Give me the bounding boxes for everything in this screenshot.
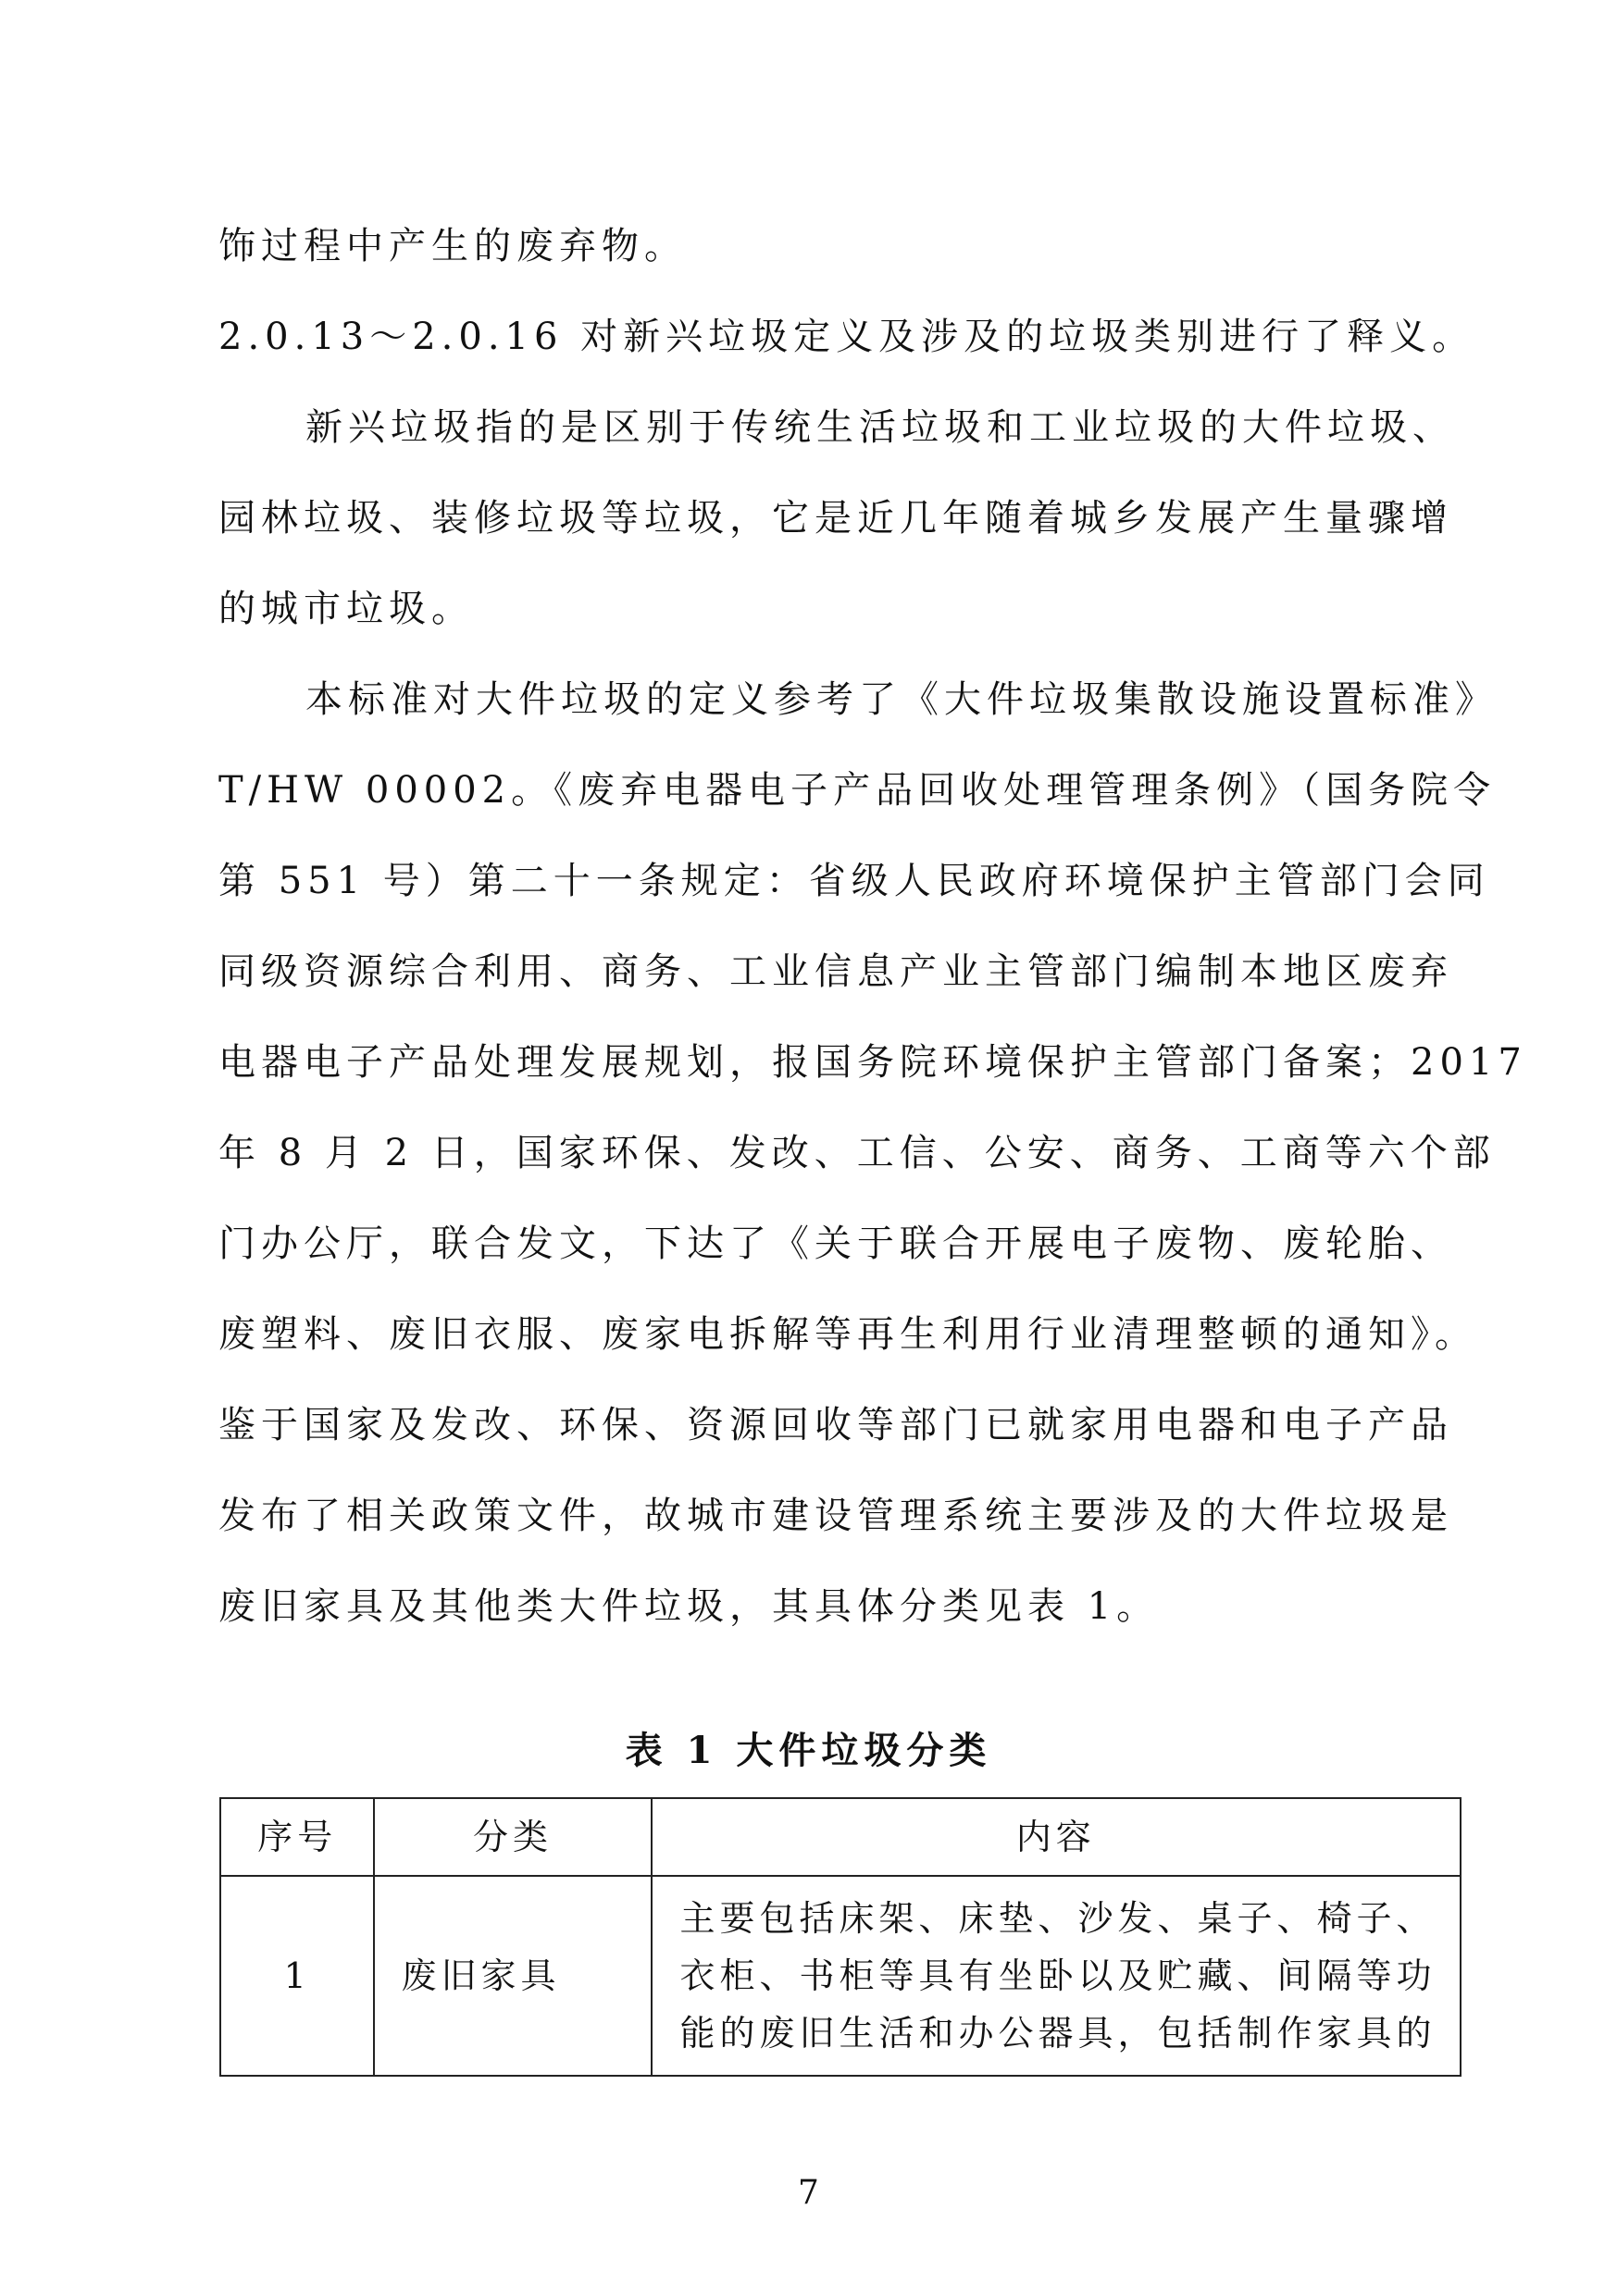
body-line: 的城市垃圾。 xyxy=(218,588,474,630)
body-line: 本标准对大件垃圾的定义参考了《大件垃圾集散设施设置标准》 xyxy=(305,678,1498,721)
body-line: 年 8 月 2 日，国家环保、发改、工信、公安、商务、工商等六个部 xyxy=(218,1132,1496,1174)
body-line: 门办公厅，联合发文，下达了《关于联合开展电子废物、废轮胎、 xyxy=(218,1222,1453,1265)
table-row xyxy=(220,1876,1461,2076)
header-seq: 序号 xyxy=(220,1798,374,1876)
page-number: 7 xyxy=(798,2174,819,2212)
body-line: T/HW 00002。《废弃电器电子产品回收处理管理条例》（国务院令 xyxy=(218,769,1497,812)
cell-category: 废旧家具 xyxy=(374,1876,651,2076)
table-header-row xyxy=(220,1798,1461,1876)
bulky-waste-classification-table xyxy=(219,1797,1462,2077)
body-line: 发布了相关政策文件，故城市建设管理系统主要涉及的大件垃圾是 xyxy=(218,1495,1453,1537)
body-line: 同级资源综合利用、商务、工业信息产业主管部门编制本地区废弃 xyxy=(218,950,1453,993)
body-line: 废塑料、废旧衣服、废家电拆解等再生利用行业清理整顿的通知》。 xyxy=(218,1313,1477,1356)
body-line-continuation: 饰过程中产生的废弃物。 xyxy=(218,225,687,267)
body-line: 新兴垃圾指的是区别于传统生活垃圾和工业垃圾的大件垃圾、 xyxy=(305,406,1455,449)
table-caption: 表 1 大件垃圾分类 xyxy=(625,1729,992,1772)
body-line: 废旧家具及其他类大件垃圾，其具体分类见表 1。 xyxy=(218,1585,1160,1628)
body-line: 园林垃圾、装修垃圾等垃圾，它是近几年随着城乡发展产生量骤增 xyxy=(218,497,1453,540)
body-line: 鉴于国家及发改、环保、资源回收等部门已就家用电器和电子产品 xyxy=(218,1404,1453,1446)
section-heading-2-0-13: 2.0.13～2.0.16 对新兴垃圾定义及涉及的垃圾类别进行了释义。 xyxy=(218,316,1475,358)
header-category: 分类 xyxy=(374,1798,651,1876)
header-content: 内容 xyxy=(652,1798,1461,1876)
cell-content: 主要包括床架、床垫、沙发、桌子、椅子、衣柜、书柜等具有坐卧以及贮藏、间隔等功能的废旧生活和办公器具，包括制作家具的 xyxy=(652,1876,1461,2076)
body-line: 第 551 号）第二十一条规定：省级人民政府环境保护主管部门会同 xyxy=(218,860,1490,902)
body-line: 电器电子产品处理发展规划，报国务院环境保护主管部门备案；2017 xyxy=(218,1041,1527,1084)
cell-seq: 1 xyxy=(220,1876,374,2076)
